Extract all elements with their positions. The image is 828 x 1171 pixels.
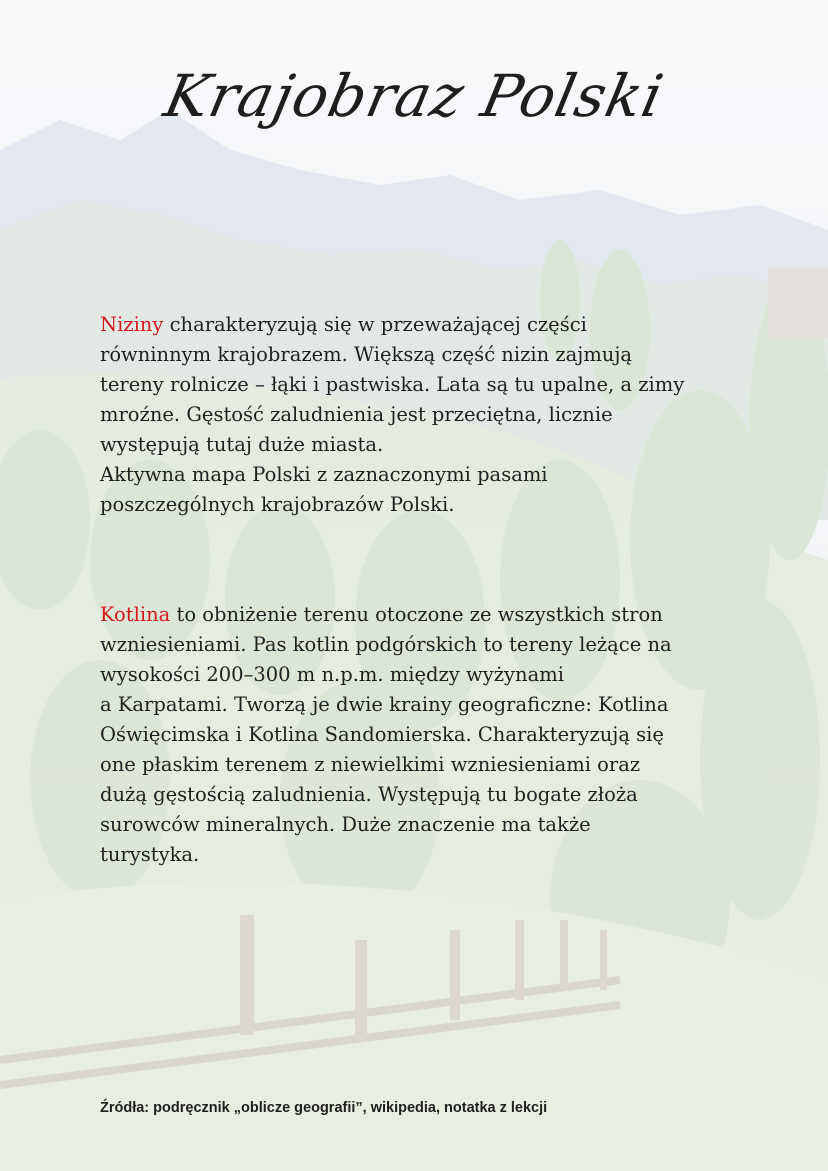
paragraph-line: turystyka. (100, 843, 200, 866)
paragraph-line: występują tutaj duże miasta. (100, 433, 384, 456)
paragraph-line: Oświęcimska i Kotlina Sandomierska. Charakteryzują się (100, 723, 664, 746)
section-kotlina (100, 600, 740, 870)
paragraph-line: one płaskim terenem z niewielkimi wzniesieniami oraz (100, 753, 641, 776)
paragraph-line (100, 310, 740, 340)
paragraph-line: poszczególnych krajobrazów Polski. (100, 493, 455, 516)
section-niziny (100, 310, 740, 520)
paragraph-line (100, 600, 740, 630)
paragraph-line: równinnym krajobrazem. Większą część nizin zajmują (100, 343, 633, 366)
paragraph-line: a Karpatami. Tworzą je dwie krainy geograficzne: Kotlina (100, 693, 669, 716)
keyword-kotlina: Kotlina (100, 603, 171, 626)
page-title: Krajobraz Polski (158, 62, 670, 130)
line-text: to obniżenie terenu otoczone ze wszystkich stron (170, 603, 663, 626)
paragraph-line: Aktywna mapa Polski z zaznaczonymi pasami (100, 463, 548, 486)
sources-footnote: Źródła: podręcznik „oblicze geografii”, wikipedia, notatka z lekcji (100, 1100, 548, 1116)
paragraph-line: wzniesieniami. Pas kotlin podgórskich to tereny leżące na (100, 633, 672, 656)
paragraph-line: mroźne. Gęstość zaludnienia jest przeciętna, licznie (100, 403, 613, 426)
paragraph-line: tereny rolnicze – łąki i pastwiska. Lata są tu upalne, a zimy (100, 373, 685, 396)
line-text: charakteryzują się w przeważającej części (163, 313, 587, 336)
keyword-niziny: Niziny (100, 313, 164, 336)
paragraph-line: wysokości 200–300 m n.p.m. między wyżynami (100, 663, 564, 686)
paragraph-line: surowców mineralnych. Duże znaczenie ma także (100, 813, 591, 836)
paragraph-line: dużą gęstością zaludnienia. Występują tu bogate złoża (100, 783, 638, 806)
